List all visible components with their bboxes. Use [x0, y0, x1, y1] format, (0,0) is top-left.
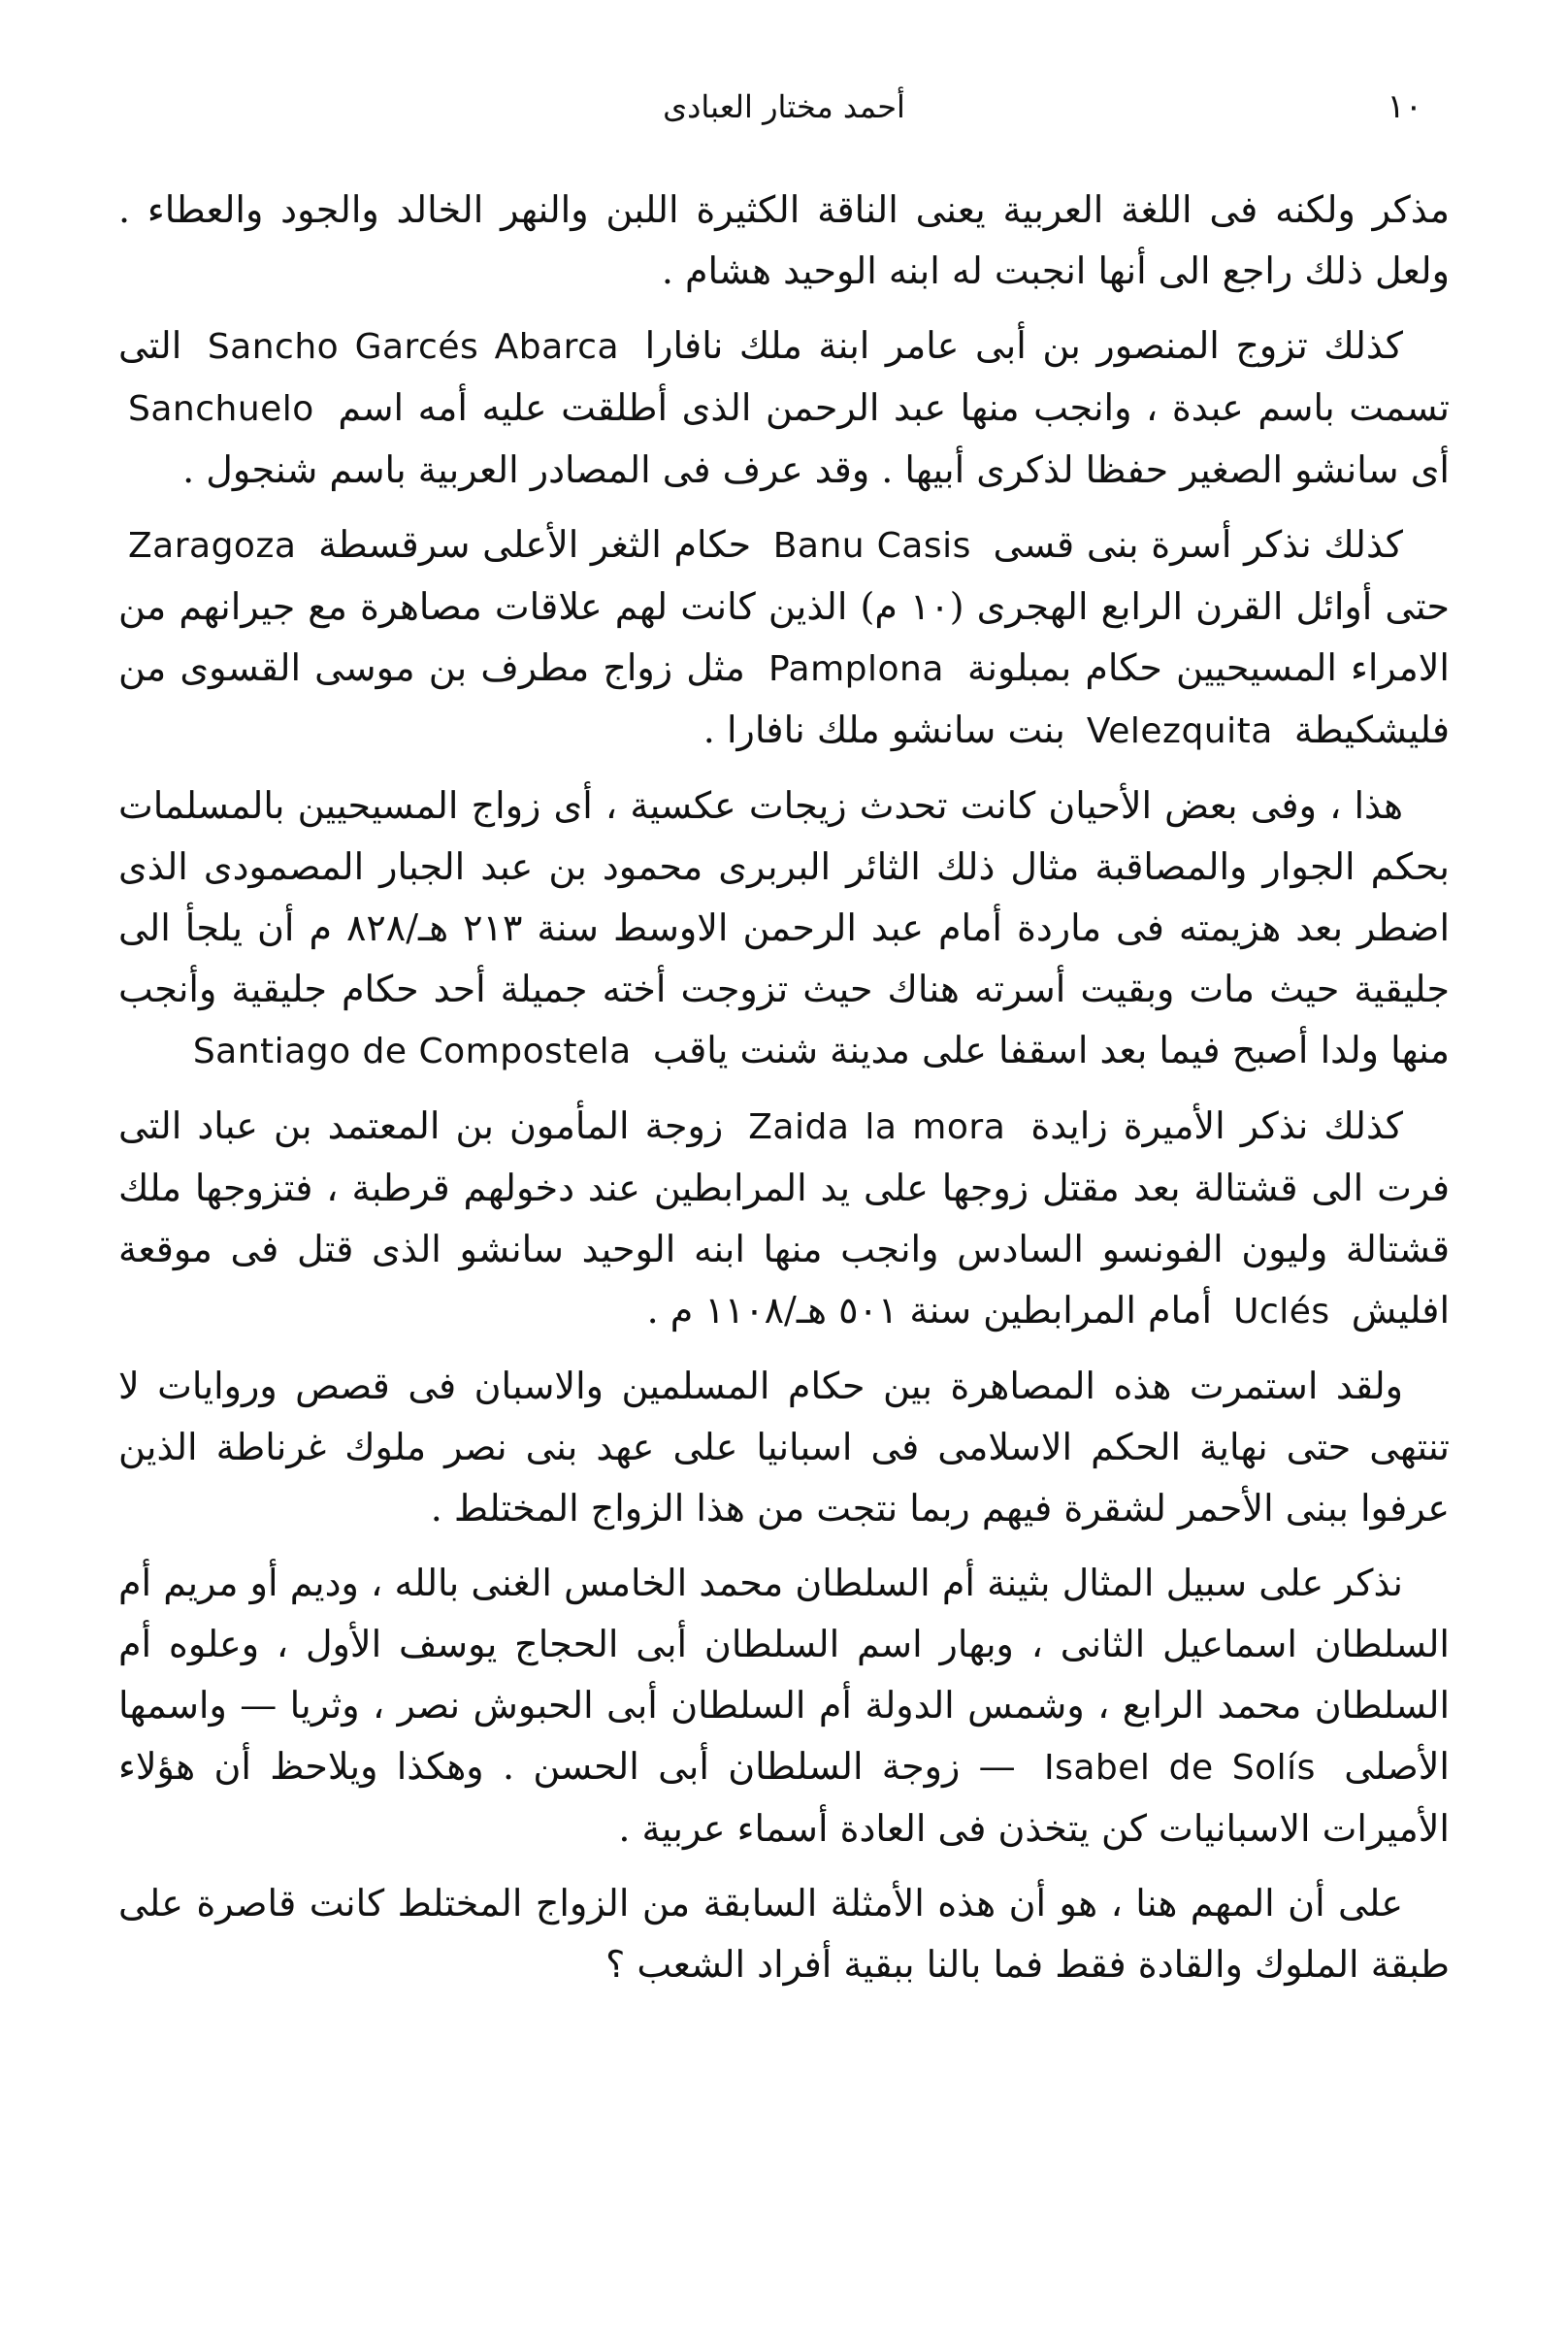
paragraph-text: زوجة المأمون بن المعتمد بن عباد التى فرت الى قشتالة بعد مقتل زوجها على يد المرابطين عند دخولهم قرطبة ، فتزوجها ملك قشتالة وليون الفونسو السادس وانجب منها ابنه الوحيد سانشو الذى قتل فى موقعة افليش	[118, 1104, 1450, 1332]
running-head-author: أحمد مختار العبادى	[663, 88, 905, 125]
latin-term: Uclés	[1233, 1292, 1330, 1332]
body-text	[118, 180, 1450, 2009]
paragraph-text: ولقد استمرت هذه المصاهرة بين حكام المسلمين والاسبان فى قصص وروايات لا تنتهى حتى نهاية الحكم الاسلامى فى اسبانيا على عهد بنى نصر ملوك غرناطة الذين عرفوا ببنى الأحمر لشقرة فيهم ربما نتجت من هذا الزواج المختلط .	[118, 1365, 1450, 1530]
latin-term: Zaida la mora	[748, 1107, 1006, 1147]
paragraph-1	[118, 180, 1450, 302]
paragraph-text: — زوجة السلطان أبى الحسن . وهكذا ويلاحظ أن هؤلاء الأميرات الاسبانيات كن يتخذن فى العادة أسماء عربية .	[118, 1745, 1450, 1850]
paragraph-8	[118, 1873, 1450, 1995]
paragraph-text: كذلك تزوج المنصور بن أبى عامر ابنة ملك نافارا	[644, 324, 1403, 367]
paragraph-7	[118, 1553, 1450, 1859]
paragraph-text: هذا ، وفى بعض الأحيان كانت تحدث زيجات عكسية ، أى زواج المسيحيين بالمسلمات بحكم الجوار والمصاقبة مثال ذلك الثائر البربرى محمود بن عبد الجبار المصمودى الذى اضطر بعد هزيمته فى ماردة أمام عبد الرحمن الاوسط سنة ٢١٣ هـ/٨٢٨ م أن يلجأ الى جليقية حيث مات وبقيت أسرته هناك حيث تزوجت أخته جميلة أحد حكام جليقية وأنجب منها ولدا أصبح فيما بعد اسقفا على مدينة شنت ياقب	[118, 784, 1450, 1071]
running-head	[116, 78, 1452, 136]
paragraph-text: أمام المرابطين سنة ٥٠١ هـ/١١٠٨ م .	[646, 1289, 1213, 1332]
paragraph-text: على أن المهم هنا ، هو أن هذه الأمثلة السابقة من الزواج المختلط كانت قاصرة على طبقة الملوك والقادة فقط فما بالنا ببقية أفراد الشعب ؟	[118, 1882, 1450, 1986]
paragraph-text: حتى أوائل القرن الرابع الهجرى (١٠ م) الذين كانت لهم علاقات مصاهرة مع جيرانهم من الامراء المسيحيين حكام بمبلونة	[118, 585, 1450, 689]
latin-term: Sanchuelo	[128, 389, 314, 429]
paragraph-text: نذكر على سبيل المثال بثينة أم السلطان محمد الخامس الغنى بالله ، وديم أو مريم أم السلطان اسماعيل الثانى ، وبهار اسم السلطان أبى الحجاج يوسف الأول ، وعلوه أم السلطان محمد الرابع ، وشمس الدولة أم السلطان أبى الحبوش نصر ، وثريا — واسمها الأصلى	[118, 1562, 1450, 1788]
paragraph-text: كذلك نذكر أسرة بنى قسى	[993, 523, 1403, 566]
paragraph-text: بنت سانشو ملك نافارا .	[702, 708, 1065, 751]
latin-term: Isabel de Solís	[1044, 1748, 1316, 1788]
paragraph-text: أى سانشو الصغير حفظا لذكرى أبيها . وقد عرف فى المصادر العربية باسم شنجول .	[182, 448, 1450, 491]
paragraph-5	[118, 1096, 1450, 1342]
paragraph-6	[118, 1356, 1450, 1539]
paragraph-3	[118, 514, 1450, 762]
latin-term: Sancho Garcés Abarca	[207, 327, 620, 367]
paragraph-text: حكام الثغر الأعلى سرقسطة	[318, 523, 752, 566]
paragraph-2	[118, 315, 1450, 501]
paragraph-text: مثل زواج مطرف بن موسى القسوى من فليشكيطة	[118, 646, 1450, 751]
latin-term: Banu Casis	[772, 526, 971, 566]
paragraph-4	[118, 775, 1450, 1082]
paragraph-text: كذلك نذكر الأميرة زايدة	[1030, 1104, 1403, 1147]
paragraph-text: التى تسمت باسم عبدة ، وانجب منها عبد الرحمن الذى أطلقت عليه أمه اسم	[118, 324, 1450, 429]
page-number: ١٠	[1387, 87, 1422, 126]
latin-term: Pamplona	[768, 649, 944, 689]
paragraph-text: مذكر ولكنه فى اللغة العربية يعنى الناقة الكثيرة اللبن والنهر الخالد والجود والعطاء . ولعل ذلك راجع الى أنها انجبت له ابنه الوحيد هشام .	[118, 188, 1450, 292]
latin-term: Velezquita	[1086, 711, 1273, 751]
latin-term: Santiago de Compostela	[192, 1032, 632, 1071]
latin-term: Zaragoza	[128, 526, 297, 566]
